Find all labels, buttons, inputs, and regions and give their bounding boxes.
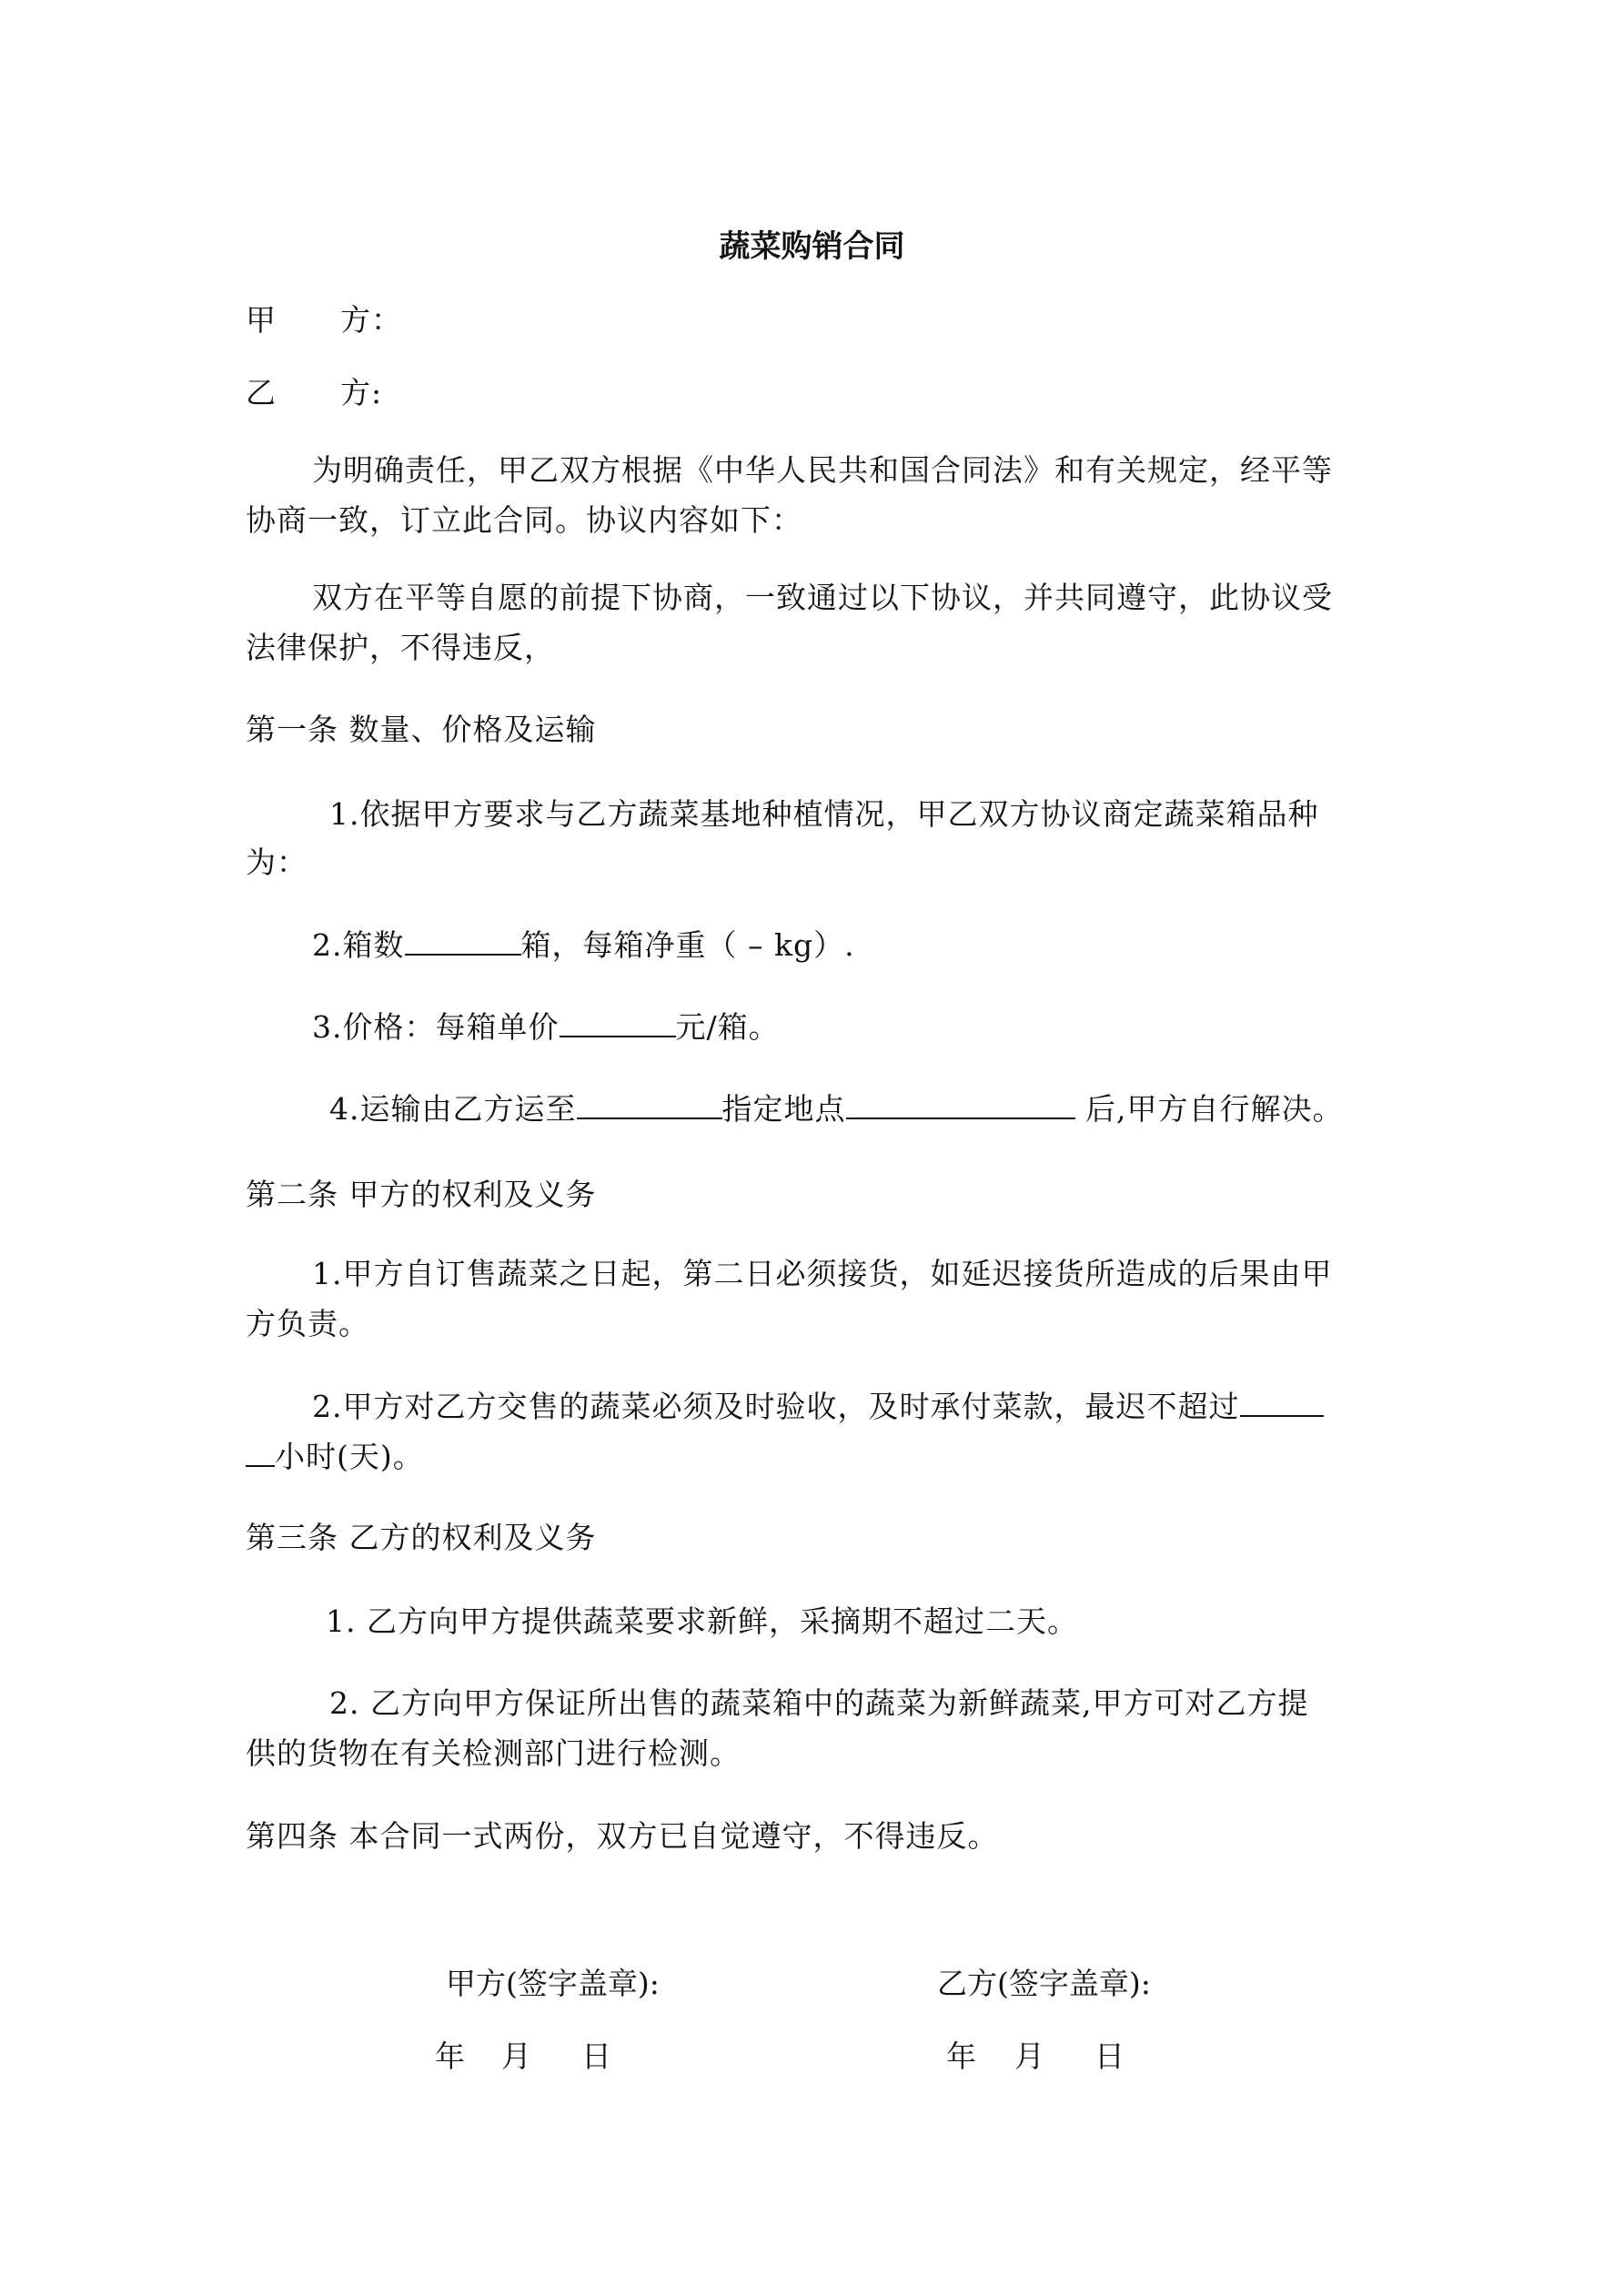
intro-paragraph-1-line-1: 为明确责任，甲乙双方根据《中华人民共和国合同法》和有关规定，经平等	[312, 452, 1333, 488]
party-a-label: 甲	[246, 302, 277, 338]
party-a-date	[435, 2038, 611, 2075]
item-2-suffix: 箱，每箱净重（ – kg）.	[520, 927, 855, 963]
article-2-item-2-line-1	[312, 1388, 1324, 1425]
article-4: 第四条 本合同一式两份，双方已自觉遵守，不得违反。	[246, 1818, 999, 1854]
article-2-item-1-line-1: 1.甲方自订售蔬菜之日起，第二日必须接货，如延迟接货所造成的后果由甲	[312, 1256, 1333, 1291]
item-4-suffix: 后,甲方自行解决。	[1074, 1091, 1344, 1127]
item-4-prefix: 4.运输由乙方运至	[329, 1091, 577, 1127]
unit-price-blank	[560, 1008, 676, 1037]
article-1-item-1-line-2: 为：	[246, 845, 308, 880]
designated-place-blank	[846, 1090, 1075, 1119]
article-1-item-2	[312, 926, 855, 964]
article-1-heading: 第一条 数量、价格及运输	[246, 712, 597, 747]
intro-paragraph-1-line-2: 协商一致，订立此合同。协议内容如下：	[246, 502, 802, 538]
item-4-middle: 指定地点	[721, 1091, 846, 1127]
party-b-date-month: 月	[1014, 2038, 1044, 2074]
party-b-date	[946, 2038, 1125, 2075]
party-a-date-day: 日	[581, 2038, 611, 2074]
article-3-item-2-line-1: 2. 乙方向甲方保证所出售的蔬菜箱中的蔬菜为新鲜蔬菜,甲方可对乙方提	[329, 1685, 1309, 1721]
party-b-signature-label: 乙方(签字盖章):	[937, 1966, 1151, 2001]
box-count-blank	[405, 926, 521, 956]
intro-paragraph-2-line-1: 双方在平等自愿的前提下协商，一致通过以下协议，并共同遵守，此协议受	[312, 580, 1333, 615]
party-b-line	[246, 375, 382, 411]
party-b-date-day: 日	[1094, 2038, 1125, 2074]
document-title: 蔬菜购销合同	[719, 228, 905, 265]
article-2-item-2-line-2	[246, 1438, 424, 1475]
party-b-suffix: 方:	[340, 375, 383, 410]
party-a-suffix: 方：	[340, 302, 402, 338]
article-2-item-1-line-2: 方负责。	[246, 1306, 369, 1341]
party-a-date-year: 年	[435, 2038, 465, 2074]
deadline-blank-2	[246, 1438, 275, 1467]
item-3-prefix: 3.价格：每箱单价	[312, 1009, 560, 1045]
intro-paragraph-2-line-2: 法律保护，不得违反，	[246, 630, 555, 665]
item-2-2-text: 2.甲方对乙方交售的蔬菜必须及时验收，及时承付菜款，最迟不超过	[312, 1389, 1240, 1424]
article-1-item-1-line-1: 1.依据甲方要求与乙方蔬菜基地种植情况，甲乙双方协议商定蔬菜箱品种	[329, 796, 1319, 832]
article-3-item-2-line-2: 供的货物在有关检测部门进行检测。	[246, 1735, 741, 1771]
destination-blank	[577, 1090, 722, 1119]
article-3-heading: 第三条 乙方的权利及义务	[246, 1520, 597, 1555]
party-a-date-month: 月	[501, 2038, 531, 2074]
deadline-blank-1	[1240, 1388, 1324, 1417]
party-b-date-year: 年	[946, 2038, 976, 2074]
party-a-signature-label: 甲方(签字盖章):	[446, 1966, 660, 2001]
party-b-label: 乙	[246, 375, 277, 410]
article-1-item-3	[312, 1008, 780, 1046]
article-3-item-1: 1. 乙方向甲方提供蔬菜要求新鲜，采摘期不超过二天。	[326, 1603, 1078, 1639]
item-3-suffix: 元/箱。	[675, 1009, 780, 1045]
item-2-2-suffix: 小时(天)。	[275, 1439, 424, 1474]
item-2-prefix: 2.箱数	[312, 927, 405, 963]
article-2-heading: 第二条 甲方的权利及义务	[246, 1177, 597, 1212]
party-a-line	[246, 302, 402, 339]
article-1-item-4	[329, 1090, 1343, 1128]
